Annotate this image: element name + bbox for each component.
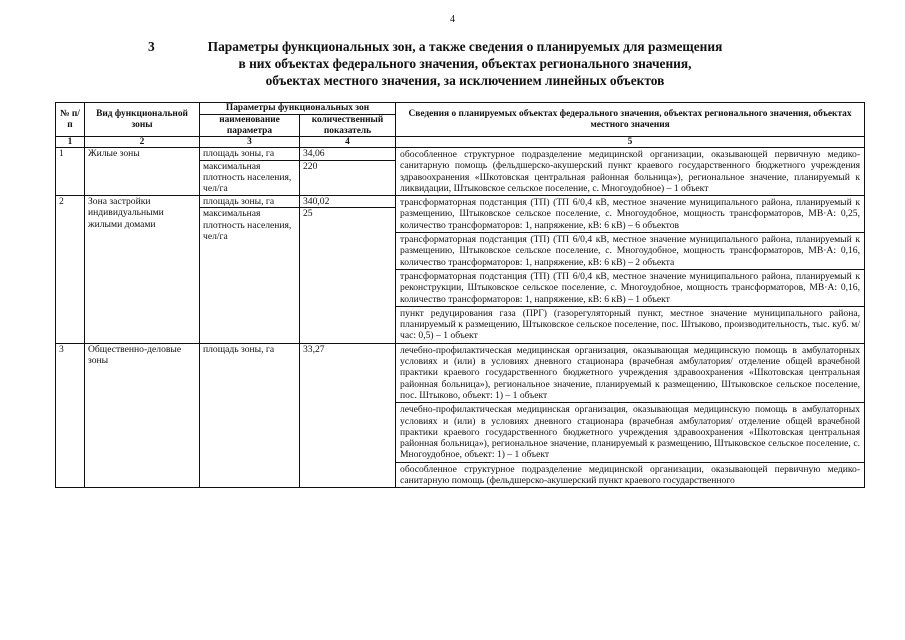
section-number: 3 [148, 39, 155, 54]
functional-zones-table [55, 102, 865, 488]
param-value: 220 [300, 160, 396, 196]
param-name: максимальная плотность населения, чел/га [200, 160, 300, 196]
planned-object: лечебно-профилактическая медицинская организация, оказывающая медицинскую помощь в амбулаторных условиях и (или) в условиях дневного стационара (врачебная амбулатория/ отделение общей врачебной практики краевого государственного бюджетного учреждения здравоохранения «Шкотовская центральная районная больница»), региональное значение, планируемый к размещению, Штыковское сельское поселение, с. Многоудобное, объект: 1) – 1 объект [396, 403, 865, 462]
param-name: максимальная плотность населения, чел/га [200, 208, 300, 343]
column-number: 2 [85, 137, 200, 148]
header-num: № п/п [56, 103, 85, 137]
column-number: 4 [300, 137, 396, 148]
table-row [56, 148, 865, 161]
row-number: 3 [56, 343, 85, 488]
zone-name: Жилые зоны [85, 148, 200, 196]
param-value: 340,02 [300, 196, 396, 208]
planned-object: трансформаторная подстанция (ТП) (ТП 6/0,4 кВ, местное значение муниципального района, планируемый к реконструкции, Штыковское сельское поселение, с. Многоудобное, мощность трансформаторов, МВ·А: 0,16, количество трансформаторов: 1, напряжение, кВ: 6 кВ) – 1 объект [396, 269, 865, 306]
zone-name: Общественно-деловые зоны [85, 343, 200, 488]
param-value: 33,27 [300, 343, 396, 488]
header-param-name: наименование параметра [200, 115, 300, 137]
zone-name: Зона застройки индивидуальными жилыми домами [85, 196, 200, 344]
planned-object: трансформаторная подстанция (ТП) (ТП 6/0,4 кВ, местное значение муниципального района, планируемый к размещению, Штыковское сельское поселение, с. Многоудобное, мощность трансформаторов, МВ·А: 0,25, количество трансформаторов: 1, напряжение, кВ: 6 кВ) – 6 объектов [396, 196, 865, 233]
table-row [56, 196, 865, 208]
header-param-value: количественный показатель [300, 115, 396, 137]
heading-line-3: объектах местного значения, за исключением линейных объектов [265, 73, 665, 88]
header-zone-type: Вид функциональной зоны [85, 103, 200, 137]
param-name: площадь зоны, га [200, 148, 300, 161]
planned-object: обособленное структурное подразделение медицинской организации, оказывающей первичную медико-санитарную помощь (фельдшерско-акушерский пункт краевого государственного бюджетного учреждения здравоохранения «Шкотовская центральная районная больница»), региональное значение, планируемый к ликвидации, Штыковское сельское поселение, с. Многоудобное) – 1 объект [396, 148, 865, 196]
planned-object: обособленное структурное подразделение медицинской организации, оказывающей первичную медико-санитарную помощь (фельдшерско-акушерский пункт краевого государственного [396, 462, 865, 488]
param-value: 25 [300, 208, 396, 343]
heading-line-1: Параметры функциональных зон, а также сведения о планируемых для размещения [207, 39, 723, 54]
param-name: площадь зоны, га [200, 343, 300, 488]
planned-object: трансформаторная подстанция (ТП) (ТП 6/0,4 кВ, местное значение муниципального района, планируемый к размещению, Штыковское сельское поселение, с. Многоудобное, мощность трансформаторов, МВ·А: 0,16, количество трансформаторов: 1, напряжение, кВ: 6 кВ) – 2 объекта [396, 233, 865, 270]
column-number: 3 [200, 137, 300, 148]
planned-object: лечебно-профилактическая медицинская организация, оказывающая медицинскую помощь в амбулаторных условиях и (или) в условиях дневного стационара (врачебная амбулатория/ отделение общей врачебной практики краевого государственного бюджетного учреждения здравоохранения «Шкотовская центральная районная больница»), региональное значение, планируемый к размещению, Штыковское сельское поселение, пос. Штыково, объект: 1) – 1 объект [396, 343, 865, 402]
param-name: площадь зоны, га [200, 196, 300, 208]
planned-object: пункт редуцирования газа (ПРГ) (газорегуляторный пункт, местное значение муниципального района, планируемый к размещению, Штыковское сельское поселение, пос. Штыково, производительность, тыс. куб. м/час: 0,5) – 1 объект [396, 306, 865, 343]
param-value: 34,06 [300, 148, 396, 161]
row-number: 2 [56, 196, 85, 344]
column-number: 1 [56, 137, 85, 148]
header-info: Сведения о планируемых объектах федерального значения, объектах регионального значения, объектах местного значения [396, 103, 865, 137]
column-number: 5 [396, 137, 865, 148]
heading-line-2: в них объектах федерального значения, объектах регионального значения, [238, 56, 692, 71]
table-row [56, 343, 865, 402]
section-heading [150, 38, 780, 89]
page-number: 4 [450, 14, 455, 25]
row-number: 1 [56, 148, 85, 196]
header-params-group: Параметры функциональных зон [200, 103, 396, 115]
